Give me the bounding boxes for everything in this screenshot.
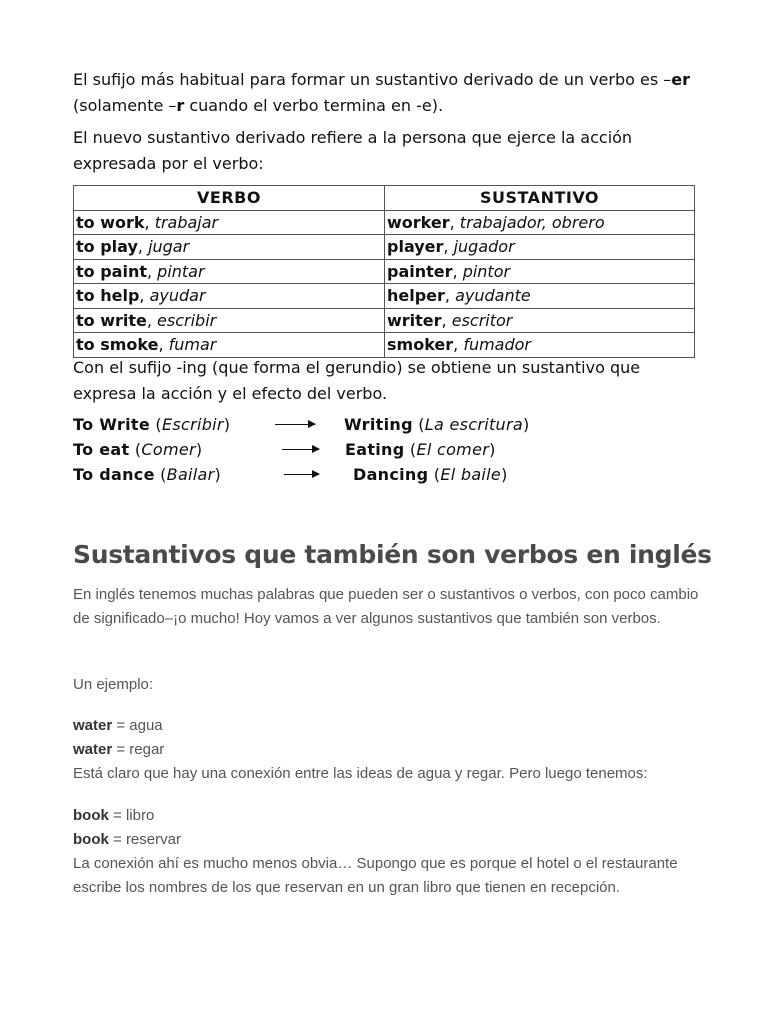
verb-en: To eat bbox=[73, 440, 130, 459]
verb-en: To Write bbox=[73, 415, 150, 434]
noun-es: jugador bbox=[453, 237, 515, 257]
noun-en: worker bbox=[387, 212, 450, 232]
definition-meaning: = agua bbox=[112, 717, 163, 734]
text-run: El sufijo más habitual para formar un sustantivo derivado de un verbo es – bbox=[73, 70, 672, 89]
table-row bbox=[74, 210, 695, 235]
noun-en: smoker bbox=[387, 335, 454, 355]
verb-es: ayudar bbox=[149, 286, 206, 306]
verb-es: Bailar bbox=[166, 465, 215, 484]
verb-es: trabajar bbox=[154, 212, 219, 232]
noun-en: Eating bbox=[345, 440, 405, 459]
table-row bbox=[74, 308, 695, 333]
right-arrow-icon bbox=[284, 474, 319, 475]
right-arrow-icon bbox=[282, 449, 319, 450]
verb-cell: to smoke, fumar bbox=[74, 333, 385, 358]
verb-en: To dance bbox=[73, 465, 155, 484]
example-verb: To Write (Escribir) bbox=[73, 415, 231, 434]
verb-es: escribir bbox=[157, 310, 217, 330]
verb-es: Comer bbox=[141, 440, 196, 459]
section-intro: En inglés tenemos muchas palabras que pueden ser o sustantivos o verbos, con poco cambio de significado–¡o mucho! Hoy vamos a ver algunos sustantivos que también son verbos. bbox=[73, 586, 699, 627]
text-run: (solamente – bbox=[73, 96, 177, 115]
water-definitions bbox=[73, 714, 713, 786]
example-verb: To eat (Comer) bbox=[73, 440, 203, 459]
text-run: cuando el verbo termina en -e). bbox=[184, 96, 444, 115]
gerund-paragraph: Con el sufijo -ing (que forma el gerundio) se obtiene un sustantivo que expresa la acción y el efecto del verbo. bbox=[73, 358, 641, 403]
verb-noun-table bbox=[73, 185, 695, 358]
column-header-verbo: VERBO bbox=[74, 186, 385, 211]
intro-paragraph-meaning: El nuevo sustantivo derivado refiere a la persona que ejerce la acción expresada por el verbo: bbox=[73, 128, 633, 173]
verb-en: to play bbox=[76, 237, 138, 257]
water-note: Está claro que hay una conexión entre las ideas de agua y regar. Pero luego tenemos: bbox=[73, 765, 648, 782]
verb-es: pintar bbox=[157, 261, 205, 281]
noun-es: El comer bbox=[416, 440, 490, 459]
verb-es: fumar bbox=[168, 335, 217, 355]
suffix-r-bold: r bbox=[176, 96, 185, 115]
noun-cell: worker, trabajador, obrero bbox=[385, 210, 695, 235]
noun-es: pintor bbox=[462, 261, 511, 281]
verb-en: to help bbox=[76, 286, 140, 306]
verb-en: to work bbox=[76, 212, 145, 232]
right-arrow-icon bbox=[275, 424, 315, 425]
noun-en: Writing bbox=[344, 415, 413, 434]
noun-en: Dancing bbox=[353, 465, 429, 484]
verb-cell: to write, escribir bbox=[74, 308, 385, 333]
verb-es: jugar bbox=[148, 237, 190, 257]
noun-cell: painter, pintor bbox=[385, 259, 695, 284]
definition-meaning: = reservar bbox=[108, 831, 181, 848]
example-label: Un ejemplo: bbox=[73, 676, 154, 693]
noun-cell: helper, ayudante bbox=[385, 284, 695, 309]
noun-es: escritor bbox=[451, 310, 513, 330]
verb-cell: to work, trabajar bbox=[74, 210, 385, 235]
noun-es: trabajador, obrero bbox=[459, 212, 605, 232]
intro-paragraph-suffix-er bbox=[73, 67, 703, 119]
example-noun: Dancing (El baile) bbox=[353, 465, 508, 484]
noun-es: ayudante bbox=[455, 286, 531, 306]
noun-es: fumador bbox=[463, 335, 531, 355]
definition-meaning: = regar bbox=[112, 741, 165, 758]
noun-cell: player, jugador bbox=[385, 235, 695, 260]
noun-cell: smoker, fumador bbox=[385, 333, 695, 358]
noun-en: painter bbox=[387, 261, 453, 281]
verb-es: Escribir bbox=[161, 415, 224, 434]
definition-word: book bbox=[73, 831, 109, 848]
table-row bbox=[74, 284, 695, 309]
noun-es: El baile bbox=[440, 465, 502, 484]
definition-word: water bbox=[73, 717, 113, 734]
definition-word: water bbox=[73, 741, 113, 758]
example-verb: To dance (Bailar) bbox=[73, 465, 222, 484]
verb-cell: to paint, pintar bbox=[74, 259, 385, 284]
suffix-er-bold: er bbox=[671, 70, 691, 89]
definition-meaning: = libro bbox=[108, 807, 155, 824]
definition-line bbox=[73, 828, 713, 852]
verb-en: to paint bbox=[76, 261, 147, 281]
book-definitions bbox=[73, 804, 713, 900]
definition-line bbox=[73, 714, 713, 738]
table-row bbox=[74, 235, 695, 260]
example-noun: Eating (El comer) bbox=[345, 440, 496, 459]
verb-en: to write bbox=[76, 310, 147, 330]
verb-cell: to help, ayudar bbox=[74, 284, 385, 309]
noun-en: writer bbox=[387, 310, 442, 330]
definition-word: book bbox=[73, 807, 109, 824]
noun-cell: writer, escritor bbox=[385, 308, 695, 333]
verb-cell: to play, jugar bbox=[74, 235, 385, 260]
noun-es: La escritura bbox=[424, 415, 523, 434]
column-header-sustantivo: SUSTANTIVO bbox=[385, 186, 695, 211]
table-header-row bbox=[74, 186, 695, 211]
verb-en: to smoke bbox=[76, 335, 159, 355]
section-heading: Sustantivos que también son verbos en inglés bbox=[73, 540, 712, 569]
noun-en: player bbox=[387, 237, 444, 257]
definition-line bbox=[73, 738, 713, 762]
table-row bbox=[74, 333, 695, 358]
table-row bbox=[74, 259, 695, 284]
example-noun: Writing (La escritura) bbox=[344, 415, 530, 434]
book-note: La conexión ahí es mucho menos obvia… Supongo que es porque el hotel o el restaurante escribe los nombres de los que reservan en un gran libro que tienen en recepción. bbox=[73, 855, 678, 896]
noun-en: helper bbox=[387, 286, 445, 306]
definition-line bbox=[73, 804, 713, 828]
